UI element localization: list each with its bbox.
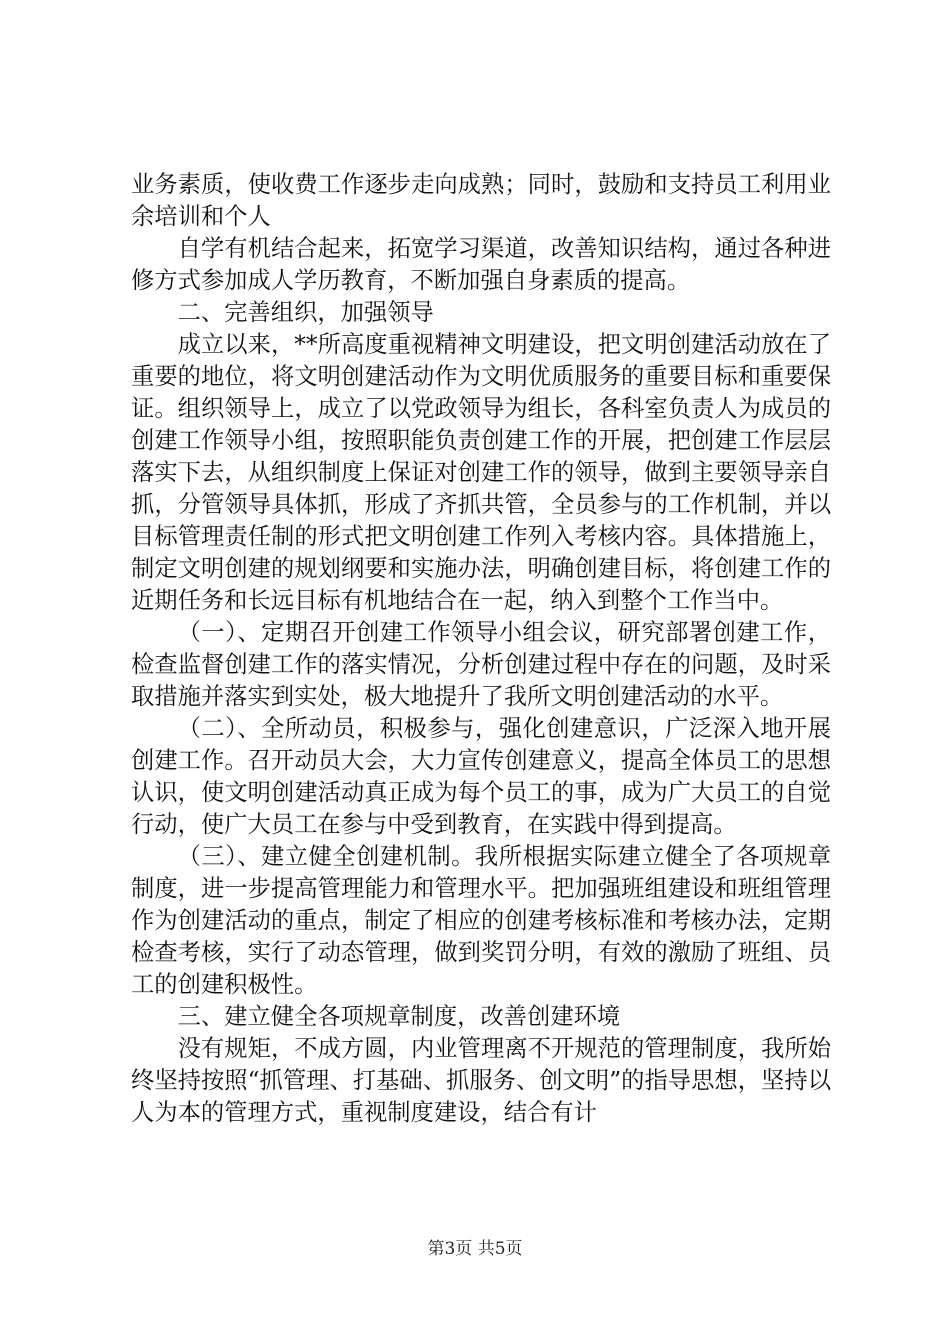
paragraph-item-1: （一）、定期召开创建工作领导小组会议，研究部署创建工作，检查监督创建工作的落实情况，分析创建过程中存在的问题，及时采取措施并落实到实处，极大地提升了我所文明创建活动的水平。 <box>131 619 831 710</box>
document-body <box>131 169 831 1129</box>
paragraph-self-study: 自学有机结合起来，拓宽学习渠道，改善知识结构，通过各种进修方式参加成人学历教育，不断加强自身素质的提高。 <box>131 235 831 294</box>
paragraph-item-3: （三）、建立健全创建机制。我所根据实际建立健全了各项规章制度，进一步提高管理能力和管理水平。把加强班组建设和班组管理作为创建活动的重点，制定了相应的创建考核标准和考核办法，定期检查考核，实行了动态管理，做到奖罚分明，有效的激励了班组、员工的创建积极性。 <box>131 843 831 998</box>
section-heading-2: 二、完善组织，加强领导 <box>177 299 434 326</box>
paragraph-rules: 没有规矩，不成方圆，内业管理离不开规范的管理制度，我所始终坚持按照“抓管理、打基础、抓服务、创文明”的指导思想，坚持以人为本的管理方式，重视制度建设，结合有计 <box>131 1035 831 1126</box>
page-footer: 第3页 共5页 <box>427 1239 523 1259</box>
paragraph-item-2: （二）、全所动员，积极参与，强化创建意识，广泛深入地开展创建工作。召开动员大会，大力宣传创建意义，提高全体员工的思想认识，使文明创建活动真正成为每个员工的事，成为广大员工的自觉行动，使广大员工在参与中受到教育，在实践中得到提高。 <box>131 715 831 838</box>
paragraph-continuation: 业务素质，使收费工作逐步走向成熟；同时，鼓励和支持员工利用业余培训和个人 <box>131 171 831 230</box>
section-heading-3: 三、建立健全各项规章制度，改善创建环境 <box>177 1003 621 1030</box>
paragraph-organization: 成立以来，**所高度重视精神文明建设，把文明创建活动放在了重要的地位，将文明创建活动作为文明优质服务的重要目标和重要保证。组织领导上，成立了以党政领导为组长，各科室负责人为成员的创建工作领导小组，按照职能负责创建工作的开展，把创建工作层层落实下去，从组织制度上保证对创建工作的领导，做到主要领导亲自抓，分管领导具体抓，形成了齐抓共管，全员参与的工作机制，并以目标管理责任制的形式把文明创建工作列入考核内容。具体措施上，制定文明创建的规划纲要和实施办法，明确创建目标，将创建工作的近期任务和长远目标有机地结合在一起，纳入到整个工作当中。 <box>131 331 831 614</box>
